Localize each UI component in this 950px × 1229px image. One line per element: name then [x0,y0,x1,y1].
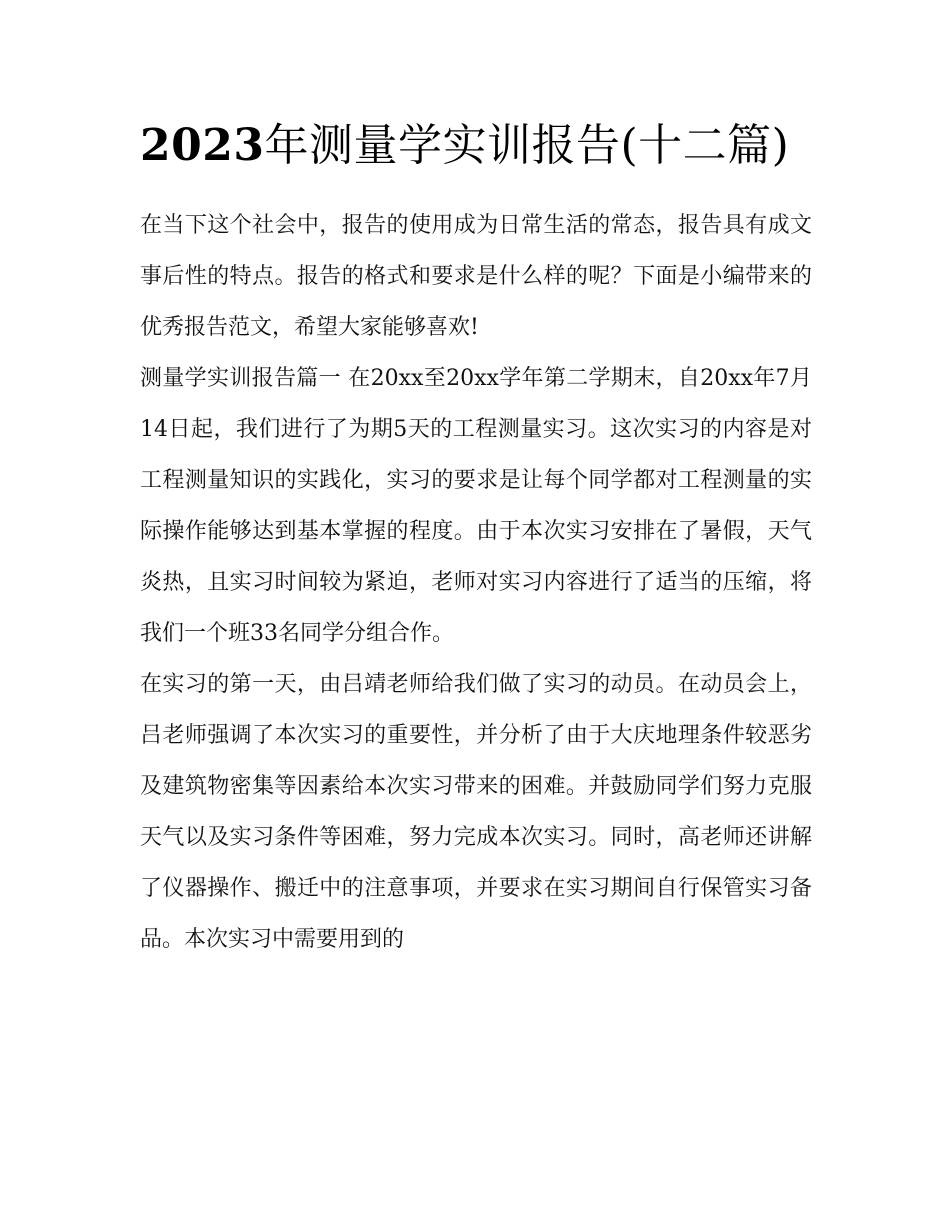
body-paragraph: 在实习的第一天，由吕靖老师给我们做了实习的动员。在动员会上，吕老师强调了本次实习的重要性，并分析了由于大庆地理条件较恶劣及建筑物密集等因素给本次实习带来的困难。并鼓励同学们努力克服天气以及实习条件等困难，努力完成本次实习。同时，高老师还讲解了仪器操作、搬迁中的注意事项，并要求在实习期间自行保管实习备品。本次实习中需要用到的 [140,672,812,952]
title-text: 年测量学实训报告(十二篇) [264,120,790,171]
document-content [140,116,812,965]
document-title [140,116,812,175]
body-paragraph: 测量学实训报告篇一 在20xx至20xx学年第二学期末，自20xx年7月14日起，我们进行了为期5天的工程测量实习。这次实习的内容是对工程测量知识的实践化，实习的要求是让每个同学都对工程测量的实际操作能够达到基本掌握的程度。由于本次实习安排在了暑假，天气炎热，且实习时间较为紧迫，老师对实习内容进行了适当的压缩，将我们一个班33名同学分组合作。 [140,366,812,646]
title-year: 2023 [140,120,265,171]
intro-paragraph: 在当下这个社会中，报告的使用成为日常生活的常态，报告具有成文事后性的特点。报告的格式和要求是什么样的呢？下面是小编带来的优秀报告范文，希望大家能够喜欢! [140,213,812,340]
document-body [140,200,812,965]
